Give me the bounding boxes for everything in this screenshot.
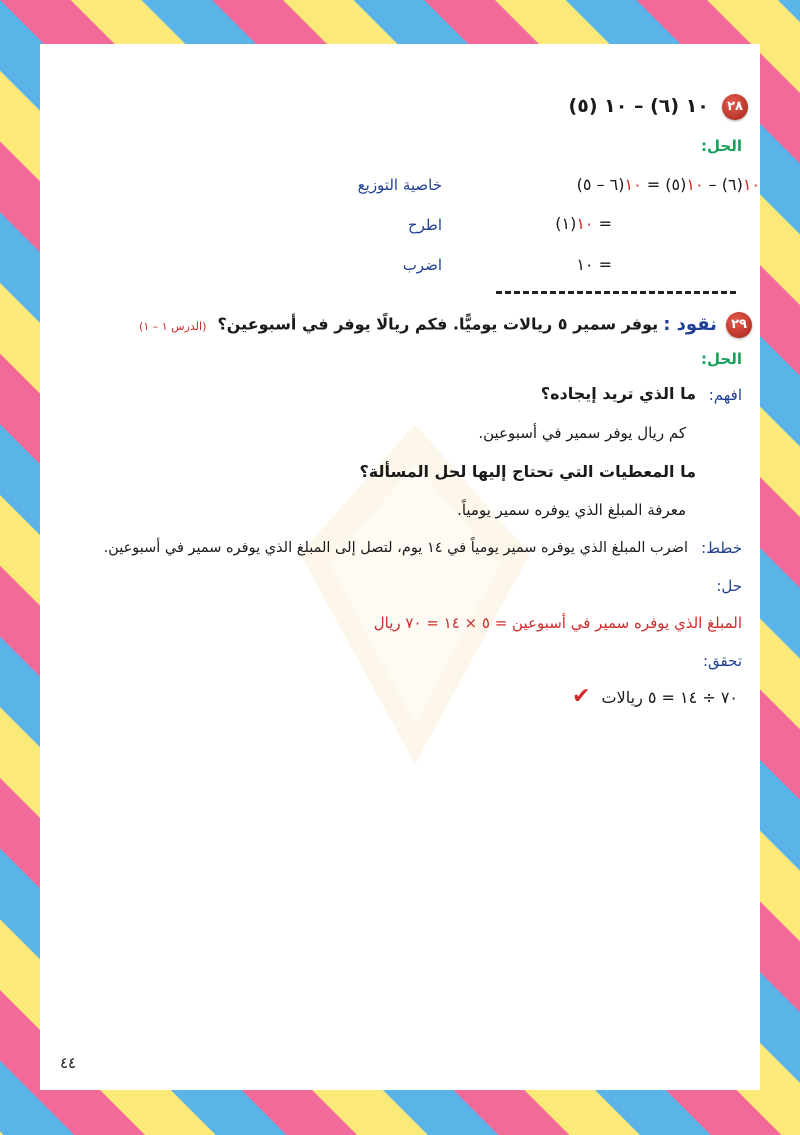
q28-step-3-reason: اضرب xyxy=(402,256,442,274)
q29-solution-label: الحل: xyxy=(701,350,742,368)
q29-number-badge: ٢٩ xyxy=(726,312,752,338)
q28-solution-label: الحل: xyxy=(701,137,742,155)
q28-expression: ١٠ (٦) – ١٠ (٥) xyxy=(568,94,709,117)
page-number: ٤٤ xyxy=(60,1054,77,1072)
understand-question-2: ما المعطيات التي تحتاج إليها لحل المسألة؟ xyxy=(359,462,696,481)
checkmark-icon: ✔ xyxy=(572,684,591,709)
section-divider xyxy=(496,291,736,294)
q29-lesson-ref: (الدرس ١ – ١) xyxy=(139,319,207,333)
understand-answer-2: معرفة المبلغ الذي يوفره سمير يومياً. xyxy=(457,501,686,519)
solve-text: المبلغ الذي يوفره سمير في أسبوعين = ٥ × ١٤ = ٧٠ ريال xyxy=(373,614,742,632)
q29-header xyxy=(139,312,752,338)
q28-number-badge: ٢٨ xyxy=(722,94,748,120)
check-label: تحقق: xyxy=(702,652,742,670)
q28-step-1-reason: خاصية التوزيع xyxy=(357,176,442,194)
understand-question-1: ما الذي تريد إيجاده؟ xyxy=(540,384,696,403)
check-line xyxy=(572,684,738,709)
q29-topic: نقود : xyxy=(663,313,717,335)
check-text: ٧٠ ÷ ١٤ = ٥ ريالات xyxy=(601,688,738,707)
q28-step-3-expression: = ١٠ xyxy=(576,255,612,274)
q28-step-1-expression: ١٠(٦) – ١٠(٥) = ١٠(٦ – ٥) xyxy=(576,175,760,194)
page-sheet xyxy=(40,44,760,1090)
q29-question: يوفر سمير ٥ ريالات يوميًّا. فكم ريالًا يوفر في أسبوعين؟ xyxy=(217,314,659,334)
plan-label: خطط: xyxy=(701,539,742,557)
q28-step-2-expression: = ١٠(١) xyxy=(555,214,612,233)
q28-header xyxy=(569,94,748,120)
understand-label: افهم: xyxy=(708,386,742,404)
plan-text: اضرب المبلغ الذي يوفره سمير يومياً في ١٤ يوم، لتصل إلى المبلغ الذي يوفره سمير في أسبوعين. xyxy=(103,540,688,556)
understand-answer-1: كم ريال يوفر سمير في أسبوعين. xyxy=(478,424,686,442)
q28-step-2-reason: اطرح xyxy=(407,216,442,234)
solve-label: حل: xyxy=(716,577,742,595)
